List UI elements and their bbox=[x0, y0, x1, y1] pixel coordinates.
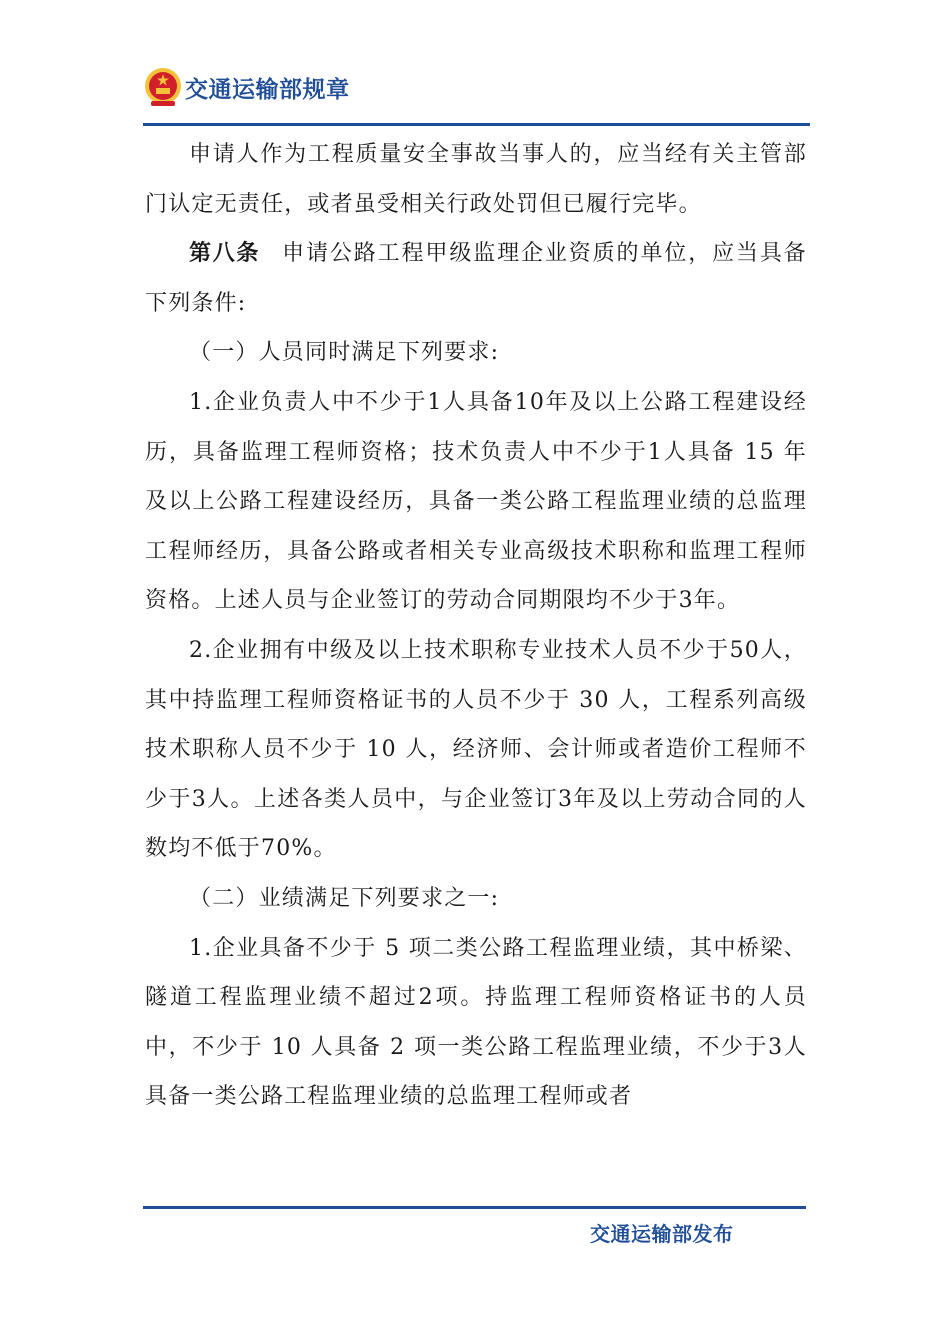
paragraph: （二）业绩满足下列要求之一: bbox=[189, 885, 500, 911]
paragraph: 1.企业具备不少于 5 项二类公路工程监理业绩，其中桥梁、隧道工程监理业绩不超过2项。持监理工程师资格证书的人员中，不少于 10 人具备 2 项一类公路工程监理业绩，不少于3人具备一类公路工程监理业绩的总监理工程师或者 bbox=[145, 935, 807, 1110]
article-text: 申请公路工程甲级监理企业资质的单位，应当具备下列条件: bbox=[145, 241, 807, 316]
article-paragraph bbox=[145, 229, 807, 328]
article-label: 第八条 bbox=[189, 241, 261, 267]
footer-divider bbox=[143, 1206, 806, 1209]
document-body bbox=[145, 130, 807, 1122]
header-divider bbox=[143, 123, 810, 126]
paragraph: 申请人作为工程质量安全事故当事人的，应当经有关主管部门认定无责任，或者虽受相关行政处罚但已履行完毕。 bbox=[145, 142, 807, 217]
paragraph: 2.企业拥有中级及以上技术职称专业技术人员不少于50人，其中持监理工程师资格证书的人员不少于 30 人，工程系列高级技术职称人员不少于 10 人，经济师、会计师或者造价工程师不少于3人。上述各类人员中，与企业签订3年及以上劳动合同的人数均不低于70%。 bbox=[145, 637, 807, 862]
national-emblem-icon bbox=[143, 66, 183, 108]
header-title: 交通运输部规章 bbox=[185, 76, 350, 103]
footer-publisher: 交通运输部发布 bbox=[590, 1222, 734, 1246]
paragraph: （一）人员同时满足下列要求: bbox=[189, 340, 500, 366]
paragraph: 1.企业负责人中不少于1人具备10年及以上公路工程建设经历，具备监理工程师资格；技术负责人中不少于1人具备 15 年及以上公路工程建设经历，具备一类公路工程监理业绩的总监理工程师经历，具备公路或者相关专业高级技术职称和监理工程师资格。上述人员与企业签订的劳动合同期限均不少于3年。 bbox=[145, 389, 807, 614]
page-header bbox=[143, 64, 350, 110]
